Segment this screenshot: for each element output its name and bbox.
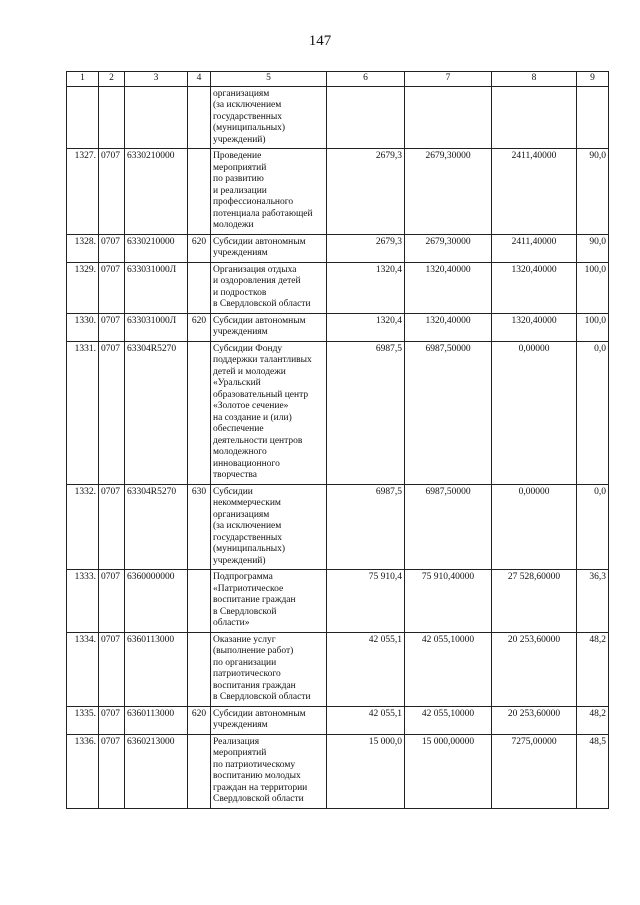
table-row: [67, 149, 609, 235]
table-row: [67, 632, 609, 706]
table-row: [67, 234, 609, 262]
approved-amount-cell: 2679,30000: [405, 149, 492, 235]
approved-amount-cell: 75 910,40000: [405, 570, 492, 633]
target-code-cell: 6360113000: [125, 632, 188, 706]
table-row: [67, 341, 609, 484]
table-row: [67, 706, 609, 734]
target-code-cell: 63304R5270: [125, 341, 188, 484]
execution-percent-cell: 100,0: [577, 262, 609, 313]
approved-amount-cell: 1320,40000: [405, 313, 492, 341]
executed-amount-cell: 2411,40000: [492, 234, 577, 262]
header-row: [67, 72, 609, 87]
expense-type-cell: [188, 570, 211, 633]
executed-amount-cell: 27 528,60000: [492, 570, 577, 633]
row-number-cell: 1334.: [67, 632, 99, 706]
expense-type-cell: 620: [188, 234, 211, 262]
row-number-cell: 1329.: [67, 262, 99, 313]
executed-amount-cell: 1320,40000: [492, 313, 577, 341]
executed-amount-cell: 0,00000: [492, 484, 577, 570]
expense-type-cell: [188, 341, 211, 484]
row-number-cell: 1336.: [67, 734, 99, 808]
header-cell: 7: [405, 72, 492, 87]
section-code-cell: 0707: [99, 313, 125, 341]
approved-amount-cell: 1320,40000: [405, 262, 492, 313]
target-code-cell: 633031000Л: [125, 262, 188, 313]
expense-type-cell: 630: [188, 484, 211, 570]
planned-amount-cell: 1320,4: [327, 262, 405, 313]
execution-percent-cell: 48,5: [577, 734, 609, 808]
description-cell: Организация отдыха и оздоровления детей и подростков в Свердловской области: [211, 262, 327, 313]
planned-amount-cell: 75 910,4: [327, 570, 405, 633]
planned-amount-cell: 1320,4: [327, 313, 405, 341]
section-code-cell: 0707: [99, 632, 125, 706]
approved-amount-cell: 15 000,00000: [405, 734, 492, 808]
execution-percent-cell: 100,0: [577, 313, 609, 341]
executed-amount-cell: 7275,00000: [492, 734, 577, 808]
executed-amount-cell: 20 253,60000: [492, 706, 577, 734]
planned-amount-cell: 6987,5: [327, 341, 405, 484]
expense-type-cell: [188, 86, 211, 149]
expense-type-cell: 620: [188, 313, 211, 341]
section-code-cell: 0707: [99, 341, 125, 484]
header-cell: 1: [67, 72, 99, 87]
section-code-cell: 0707: [99, 484, 125, 570]
description-cell: Субсидии автономным учреждениям: [211, 234, 327, 262]
executed-amount-cell: [492, 86, 577, 149]
executed-amount-cell: 0,00000: [492, 341, 577, 484]
header-cell: 8: [492, 72, 577, 87]
section-code-cell: 0707: [99, 262, 125, 313]
description-cell: Оказание услуг (выполнение работ) по организации патриотического воспитания граждан в Свердловской области: [211, 632, 327, 706]
target-code-cell: 633031000Л: [125, 313, 188, 341]
executed-amount-cell: 20 253,60000: [492, 632, 577, 706]
approved-amount-cell: [405, 86, 492, 149]
execution-percent-cell: 48,2: [577, 706, 609, 734]
description-cell: Субсидии автономным учреждениям: [211, 706, 327, 734]
table-row: [67, 570, 609, 633]
description-cell: Реализация мероприятий по патриотическому воспитанию молодых граждан на территории Свердловской области: [211, 734, 327, 808]
table-row: [67, 484, 609, 570]
expense-type-cell: [188, 262, 211, 313]
execution-percent-cell: 48,2: [577, 632, 609, 706]
execution-percent-cell: 90,0: [577, 149, 609, 235]
target-code-cell: 6360000000: [125, 570, 188, 633]
approved-amount-cell: 6987,50000: [405, 341, 492, 484]
description-cell: Субсидии Фонду поддержки талантливых детей и молодежи «Уральский образовательный центр «Золотое сечение» на создание и (или) обеспечение деятельности центров молодежного инновационного творчества: [211, 341, 327, 484]
target-code-cell: 63304R5270: [125, 484, 188, 570]
header-cell: 4: [188, 72, 211, 87]
planned-amount-cell: 6987,5: [327, 484, 405, 570]
executed-amount-cell: 2411,40000: [492, 149, 577, 235]
row-number-cell: 1335.: [67, 706, 99, 734]
description-cell: Субсидии некоммерческим организациям (за исключением государственных (муниципальных) учреждений): [211, 484, 327, 570]
section-code-cell: 0707: [99, 234, 125, 262]
row-number-cell: 1331.: [67, 341, 99, 484]
approved-amount-cell: 42 055,10000: [405, 632, 492, 706]
page-number: 147: [308, 33, 332, 49]
description-cell: Проведение мероприятий по развитию и реализации профессионального потенциала работающей молодежи: [211, 149, 327, 235]
description-cell: организациям (за исключением государственных (муниципальных) учреждений): [211, 86, 327, 149]
header-cell: 6: [327, 72, 405, 87]
header-cell: 9: [577, 72, 609, 87]
planned-amount-cell: 42 055,1: [327, 706, 405, 734]
execution-percent-cell: 0,0: [577, 484, 609, 570]
table-row: [67, 262, 609, 313]
row-number-cell: 1332.: [67, 484, 99, 570]
row-number-cell: [67, 86, 99, 149]
header-cell: 3: [125, 72, 188, 87]
target-code-cell: 6330210000: [125, 234, 188, 262]
table-row: [67, 313, 609, 341]
row-number-cell: 1328.: [67, 234, 99, 262]
target-code-cell: 6330210000: [125, 149, 188, 235]
execution-percent-cell: 90,0: [577, 234, 609, 262]
description-cell: Субсидии автономным учреждениям: [211, 313, 327, 341]
approved-amount-cell: 6987,50000: [405, 484, 492, 570]
table-row: [67, 734, 609, 808]
table-row: [67, 86, 609, 149]
target-code-cell: 6360113000: [125, 706, 188, 734]
section-code-cell: 0707: [99, 706, 125, 734]
execution-percent-cell: [577, 86, 609, 149]
section-code-cell: [99, 86, 125, 149]
expense-type-cell: 620: [188, 706, 211, 734]
planned-amount-cell: 2679,3: [327, 234, 405, 262]
planned-amount-cell: 15 000,0: [327, 734, 405, 808]
header-cell: 2: [99, 72, 125, 87]
expense-type-cell: [188, 734, 211, 808]
target-code-cell: [125, 86, 188, 149]
section-code-cell: 0707: [99, 734, 125, 808]
approved-amount-cell: 2679,30000: [405, 234, 492, 262]
row-number-cell: 1330.: [67, 313, 99, 341]
expense-type-cell: [188, 632, 211, 706]
row-number-cell: 1327.: [67, 149, 99, 235]
section-code-cell: 0707: [99, 570, 125, 633]
approved-amount-cell: 42 055,10000: [405, 706, 492, 734]
budget-table: [66, 71, 609, 809]
table-body: [67, 86, 609, 808]
section-code-cell: 0707: [99, 149, 125, 235]
planned-amount-cell: 42 055,1: [327, 632, 405, 706]
target-code-cell: 6360213000: [125, 734, 188, 808]
expense-type-cell: [188, 149, 211, 235]
row-number-cell: 1333.: [67, 570, 99, 633]
executed-amount-cell: 1320,40000: [492, 262, 577, 313]
header-cell: 5: [211, 72, 327, 87]
planned-amount-cell: [327, 86, 405, 149]
description-cell: Подпрограмма «Патриотическое воспитание граждан в Свердловской области»: [211, 570, 327, 633]
execution-percent-cell: 0,0: [577, 341, 609, 484]
execution-percent-cell: 36,3: [577, 570, 609, 633]
planned-amount-cell: 2679,3: [327, 149, 405, 235]
